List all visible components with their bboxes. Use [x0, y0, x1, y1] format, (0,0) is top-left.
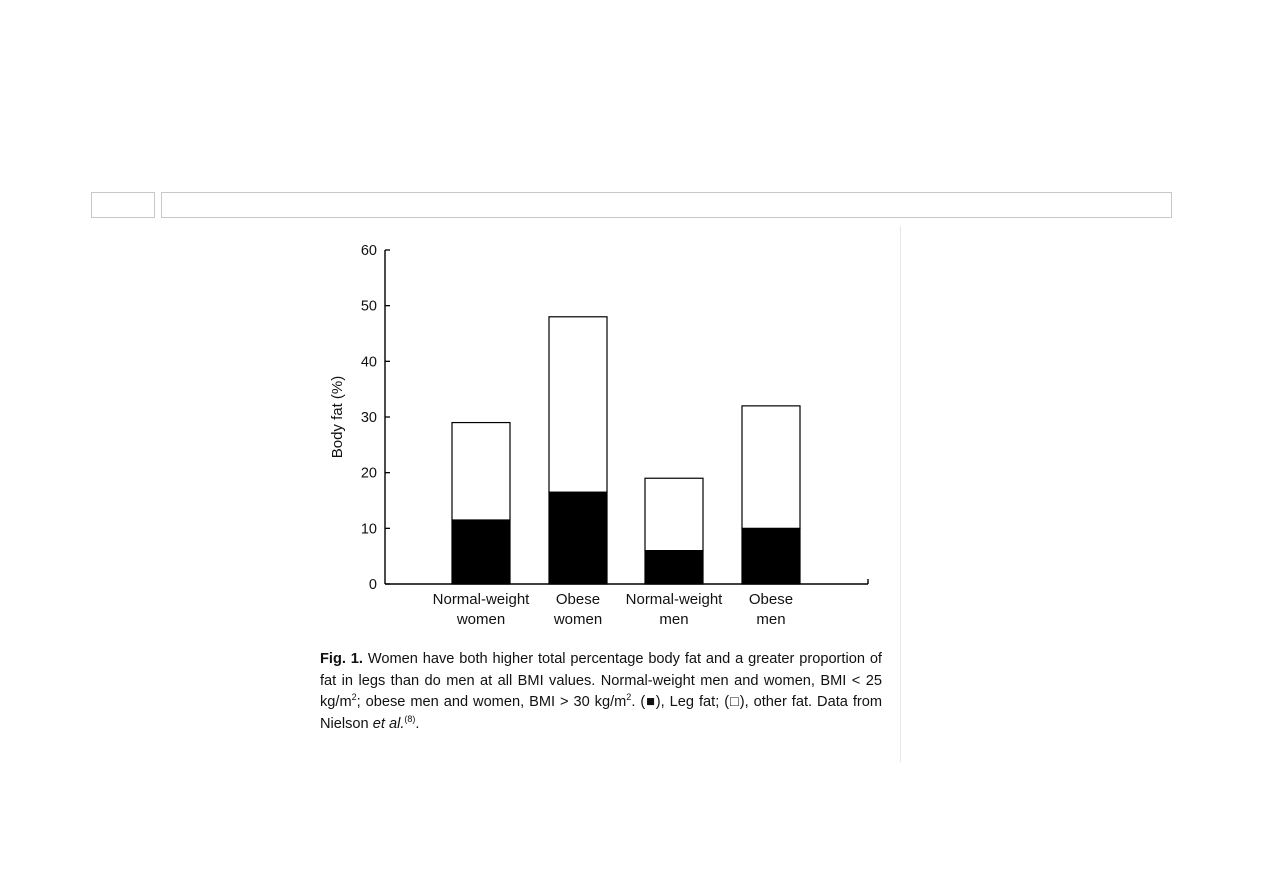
toolbar-left-box: [91, 192, 155, 218]
y-tick-label-0: 0: [368, 577, 377, 593]
x-tick-label-3-line-2: men: [659, 611, 689, 628]
x-tick-label-1-line-1: Normal-weight: [432, 591, 530, 608]
x-tick-label-2-line-2: women: [553, 611, 603, 628]
y-tick-label-30: 30: [360, 410, 377, 426]
bar-other-fat-3: [645, 478, 703, 550]
bar-leg-fat-4: [742, 528, 800, 584]
x-tick-label-1-line-2: women: [456, 611, 506, 628]
y-tick-label-40: 40: [360, 354, 377, 371]
stacked-bar-chart: [300, 230, 890, 635]
bar-leg-fat-2: [549, 492, 607, 584]
bar-leg-fat-3: [645, 551, 703, 584]
caption-end: .: [415, 715, 420, 732]
figure-caption: [320, 649, 882, 735]
x-tick-label-3-line-1: Normal-weight: [625, 591, 723, 608]
caption-text-2: ; obese men and women, BMI > 30 kg/m: [356, 694, 627, 710]
bar-other-fat-1: [452, 423, 510, 520]
x-tick-label-4-line-1: Obese: [748, 591, 794, 608]
y-axis-label: Body fat (%): [329, 375, 346, 459]
column-divider: [900, 226, 901, 762]
bar-leg-fat-1: [452, 520, 510, 584]
x-tick-label-4-line-2: men: [756, 611, 786, 628]
figure-label: Fig. 1.: [320, 651, 363, 667]
y-tick-label-10: 10: [360, 521, 377, 538]
y-tick-label-60: 60: [360, 243, 377, 259]
caption-text-1: Women have both higher total percentage body fat and a greater proportion of fat in legs than do men at all BMI values. Normal-weight men and women, BMI < 25 kg/m: [320, 651, 882, 710]
toolbar-right-box: [161, 192, 1172, 218]
caption-sup-1: 2: [351, 692, 357, 703]
y-tick-label-20: 20: [360, 465, 377, 482]
y-tick-label-50: 50: [360, 298, 377, 315]
bar-other-fat-4: [742, 406, 800, 528]
caption-reference: (8): [404, 713, 416, 724]
x-tick-label-2-line-1: Obese: [555, 591, 601, 608]
bar-other-fat-2: [549, 317, 607, 492]
caption-et-al: et al.: [372, 715, 405, 732]
caption-sup-2: 2: [626, 692, 632, 703]
caption-text-3: . (■), Leg fat; (□), other fat. Data from Nielson: [320, 694, 883, 732]
